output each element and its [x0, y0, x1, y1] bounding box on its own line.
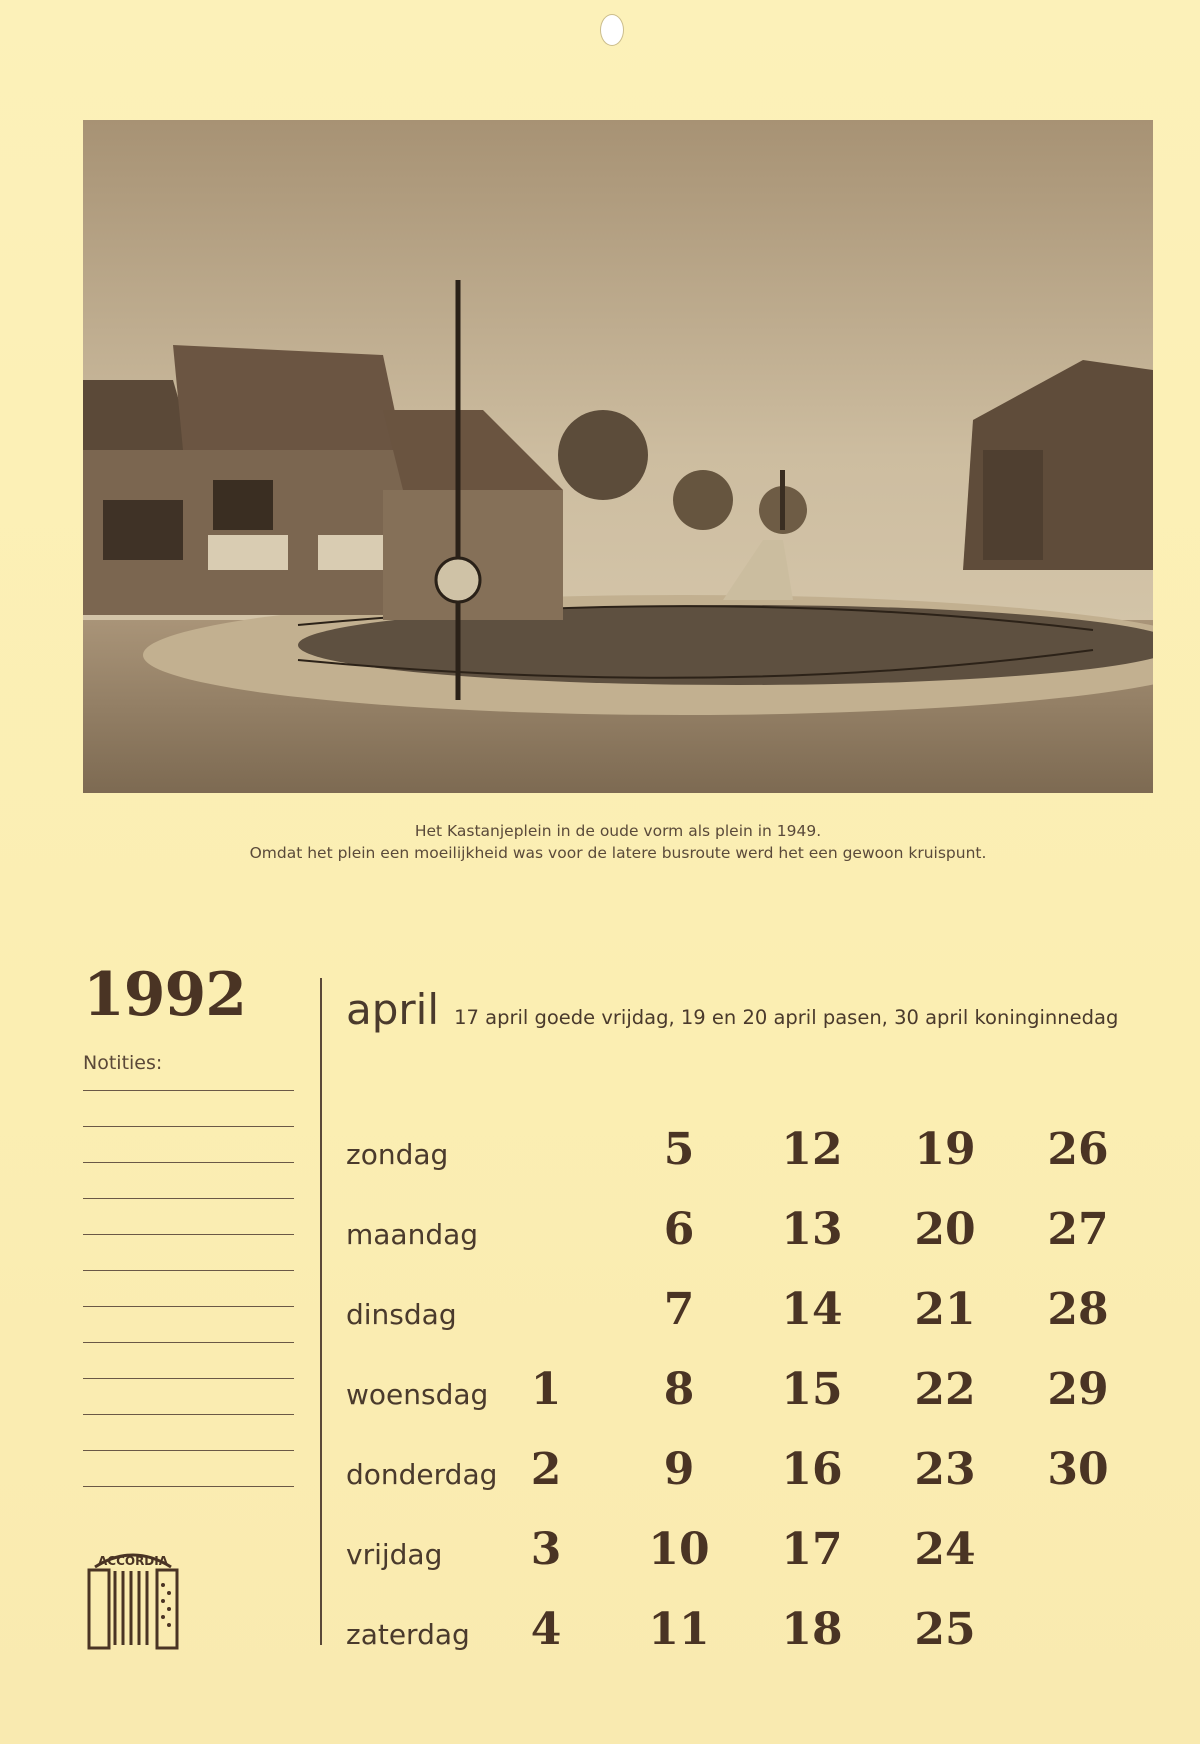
month-header — [346, 985, 1118, 1034]
note-line — [83, 1450, 294, 1451]
calendar-row — [346, 1505, 1166, 1585]
day-name: zaterdag — [346, 1618, 470, 1651]
date-number: 25 — [914, 1604, 976, 1655]
date-number: 15 — [781, 1364, 843, 1415]
date-number: 3 — [530, 1524, 562, 1575]
note-line — [83, 1090, 294, 1091]
day-name: dinsdag — [346, 1298, 457, 1331]
note-line — [83, 1486, 294, 1487]
accordion-icon — [83, 1545, 183, 1650]
day-name: donderdag — [346, 1458, 498, 1491]
date-number: 18 — [781, 1604, 843, 1655]
date-number: 7 — [663, 1284, 695, 1335]
date-number: 21 — [914, 1284, 976, 1335]
date-number: 16 — [781, 1444, 843, 1495]
date-number: 11 — [648, 1604, 710, 1655]
day-name: woensdag — [346, 1378, 489, 1411]
calendar-row — [346, 1105, 1166, 1185]
note-lines — [83, 1090, 294, 1522]
logo-text: ACCORDIA — [97, 1554, 169, 1568]
day-name: maandag — [346, 1218, 479, 1251]
date-number: 28 — [1047, 1284, 1109, 1335]
calendar-row — [346, 1585, 1166, 1665]
date-number: 9 — [663, 1444, 695, 1495]
vertical-divider — [320, 978, 322, 1645]
notes-label: Notities: — [83, 1052, 163, 1074]
hanging-hole — [600, 14, 624, 46]
date-number: 5 — [663, 1124, 695, 1175]
date-number: 29 — [1047, 1364, 1109, 1415]
day-name: vrijdag — [346, 1538, 443, 1571]
day-name: zondag — [346, 1138, 449, 1171]
date-number: 14 — [781, 1284, 843, 1335]
date-number: 17 — [781, 1524, 843, 1575]
date-number: 2 — [530, 1444, 562, 1495]
calendar-row — [346, 1425, 1166, 1505]
note-line — [83, 1126, 294, 1127]
year-heading: 1992 — [83, 960, 246, 1030]
holidays-note: 17 april goede vrijdag, 19 en 20 april pasen, 30 april koninginnedag — [454, 1006, 1119, 1029]
date-number: 22 — [914, 1364, 976, 1415]
date-number: 19 — [914, 1124, 976, 1175]
date-number: 6 — [663, 1204, 695, 1255]
date-number: 10 — [648, 1524, 710, 1575]
date-number: 4 — [530, 1604, 562, 1655]
date-number: 8 — [663, 1364, 695, 1415]
note-line — [83, 1306, 294, 1307]
calendar-row — [346, 1345, 1166, 1425]
date-number: 13 — [781, 1204, 843, 1255]
date-number: 20 — [914, 1204, 976, 1255]
date-number: 12 — [781, 1124, 843, 1175]
date-number: 1 — [530, 1364, 562, 1415]
note-line — [83, 1162, 294, 1163]
date-number: 27 — [1047, 1204, 1109, 1255]
date-number: 30 — [1047, 1444, 1109, 1495]
date-number: 24 — [914, 1524, 976, 1575]
note-line — [83, 1198, 294, 1199]
date-number: 26 — [1047, 1124, 1109, 1175]
caption-line-2: Omdat het plein een moeilijkheid was voor de latere busroute werd het een gewoon kruispunt. — [249, 844, 987, 862]
calendar-row — [346, 1185, 1166, 1265]
date-number: 23 — [914, 1444, 976, 1495]
calendar-row — [346, 1265, 1166, 1345]
note-line — [83, 1378, 294, 1379]
note-line — [83, 1270, 294, 1271]
caption-line-1: Het Kastanjeplein in de oude vorm als plein in 1949. — [414, 822, 822, 840]
note-line — [83, 1414, 294, 1415]
historic-photo — [83, 120, 1153, 793]
photo-caption — [83, 820, 1153, 864]
note-line — [83, 1342, 294, 1343]
note-line — [83, 1234, 294, 1235]
month-name: april — [346, 985, 440, 1034]
